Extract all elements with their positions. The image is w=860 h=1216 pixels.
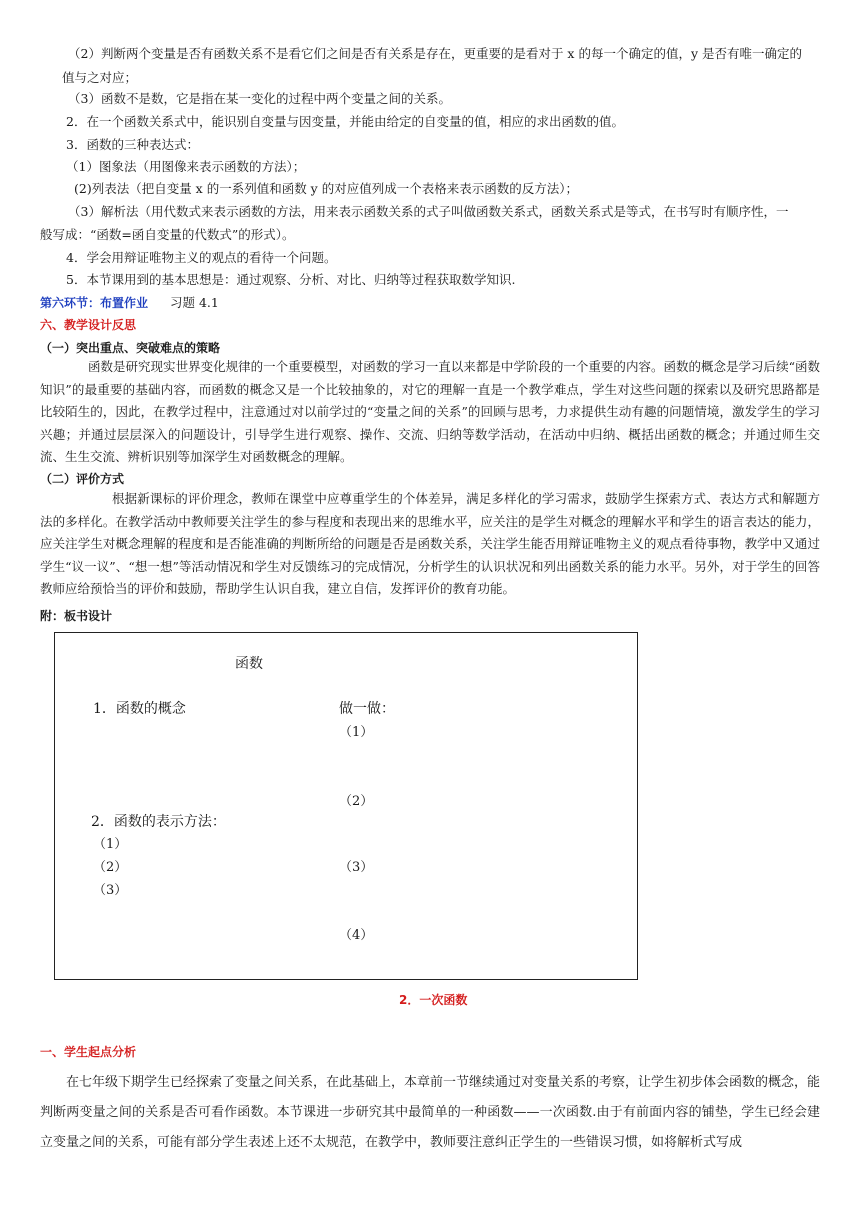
board-right-item: （1） (339, 725, 374, 740)
board-right-title: 做一做： (339, 701, 395, 717)
item-p3: （3）函数不是数，它是指在某一变化的过程中两个变量之间的关系。 (68, 91, 451, 106)
next-lesson-title: 2．一次函数 (399, 993, 468, 1007)
board-left-item: （1） (93, 837, 128, 852)
next-para: 在七年级下期学生已经探索了变量之间关系，在此基础上，本章前一节继续通过对变量关系的考察，让学生初步体会函数的概念，能判断两变量之间的关系是否可看作函数。本节课进一步研究其中最简单的一种函数——一次函数.由于有前面内容的铺垫，学生已经会建立变量之间的关系，可能有部分学生表述上还不太规范，在教学中，教师要注意纠正学生的一些错误习惯，如将解析式写成 (40, 1075, 821, 1150)
item-2: 2．在一个函数关系式中，能识别自变量与因变量，并能由给定的自变量的值，相应的求出函数的值。 (66, 114, 624, 129)
section6-para2: 根据新课标的评价理念，教师在课堂中应尊重学生的个体差异，满足多样化的学习需求，鼓励学生探索方式、表达方式和解题方法的多样化。在教学活动中教师要关注学生的参与程度和表现出来的思维水平，应关注的是学生对概念的理解水平和学生的语言表达的能力，应关注学生对概念理解的程度和是否能准确的判断所给的问题是否是函数关系，关注学生能否用辩证唯物主义的观点看待事物，教学中又通过学生“议一议”、“想一想”等活动情况和学生对反馈练习的完成情况，分析学生的认识状况和列出函数关系的能力水平。另外，对于学生的回答教师应给预恰当的评价和鼓励，帮助学生认识自我，建立自信，发挥评价的教育功能。 (40, 491, 820, 596)
board-design (54, 632, 638, 980)
board-left-item: （2） (93, 860, 128, 875)
expr-1: （1）图象法（用图像来表示函数的方法）； (66, 159, 306, 174)
board-right-item: （4） (339, 928, 374, 943)
section6-sub1: （一）突出重点、突破难点的策略 (40, 341, 221, 355)
item-3: 3．函数的三种表达式： (66, 137, 199, 152)
item-p2: （2）判断两个变量是否有函数关系不是看它们之间是否有关系是存在，更重要的是看对于 x 的每一个确定的值，y 是否有唯一确定的 (68, 46, 802, 61)
next-section1-title: 一、学生起点分析 (40, 1045, 137, 1059)
expr-3-cont: 般写成：“函数=函自变量的代数式”的形式）。 (40, 227, 295, 242)
item-p2-cont: 值与之对应； (62, 70, 138, 85)
section6-sub2: （二）评价方式 (40, 472, 125, 486)
expr-3: （3）解析法（用代数式来表示函数的方法，用来表示函数关系的式子叫做函数关系式，函数关系式是等式，在书写时有顺序性，一 (68, 204, 789, 219)
board-left-2: 2．函数的表示方法： (91, 814, 226, 830)
section6-title: 六、教学设计反思 (40, 318, 137, 332)
item-4: 4．学会用辩证唯物主义的观点的看待一个问题。 (66, 250, 337, 265)
step6-label: 第六环节：布置作业 (40, 296, 149, 310)
section6-para1: 函数是研究现实世界变化规律的一个重要模型，对函数的学习一直以来都是中学阶段的一个重要的内容。函数的概念是学习后续“函数知识”的最重要的基础内容，而函数的概念又是一个比较抽象的，对它的理解一直是一个教学难点，学生对这些问题的探索以及研究思路都是比较陌生的，因此，在教学过程中，注意通过对以前学过的“变量之间的关系”的回顾与思考，力求提供生动有趣的问题情境，激发学生的学习兴趣；并通过层层深入的问题设计，引导学生进行观察、操作、交流、归纳等数学活动，在活动中归纳、概括出函数的概念；并通过师生交流、生生交流、辨析识别等加深学生对函数概念的理解。 (40, 359, 820, 464)
appendix-label: 附：板书设计 (40, 609, 113, 623)
board-left-1: 1．函数的概念 (93, 701, 186, 717)
board-left-item: （3） (93, 883, 128, 898)
board-right-item: （2） (339, 794, 374, 809)
board-title: 函数 (235, 656, 263, 672)
expr-2: (2)列表法（把自变量 x 的一系列值和函数 y 的对应值列成一个表格来表示函数的反方法）； (74, 181, 578, 196)
board-right-item: （3） (339, 860, 374, 875)
step6-line (40, 293, 219, 311)
item-5: 5．本节课用到的基本思想是：通过观察、分析、对比、归纳等过程获取数学知识. (66, 272, 516, 287)
homework-text: 习题 4.1 (170, 295, 219, 310)
